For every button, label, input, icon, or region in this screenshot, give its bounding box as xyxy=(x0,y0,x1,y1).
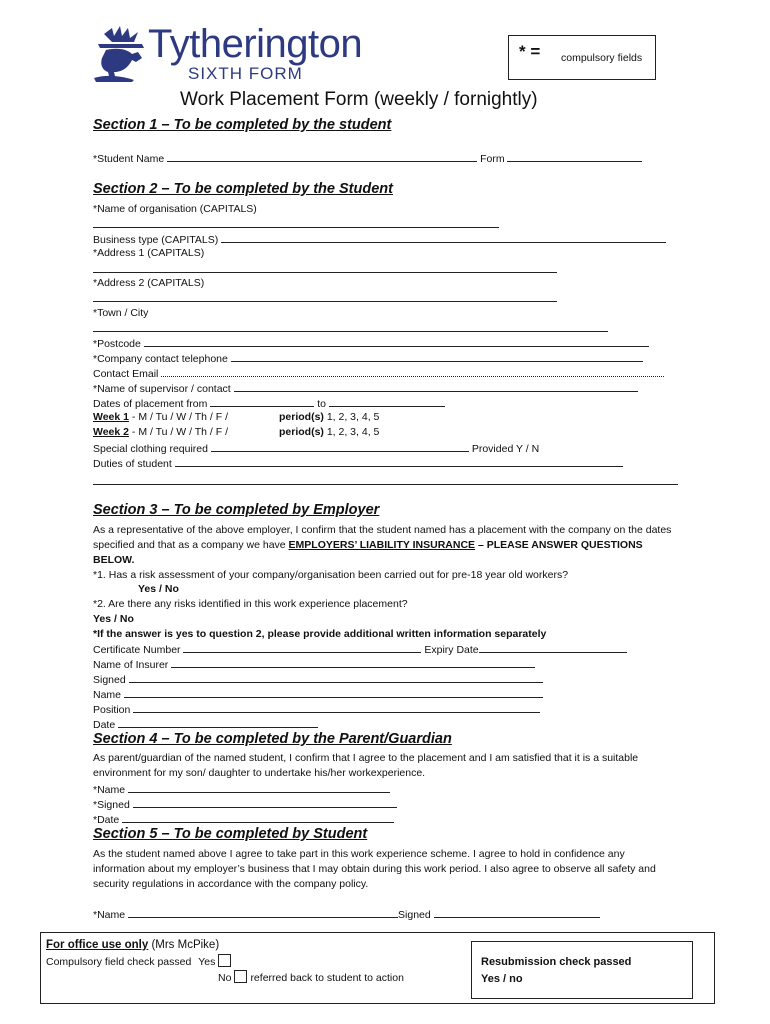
week2-periods-label: period(s) xyxy=(279,426,324,438)
employer-declaration-part1: As a representative of the above employer, I confirm that the student named has a placement with the company on the dates specified and that as a company we have xyxy=(93,524,672,551)
parent-date-label: *Date xyxy=(93,814,120,826)
week1-days[interactable]: - M / Tu / W / Th / F / xyxy=(129,411,228,423)
insurer-field[interactable] xyxy=(171,656,535,668)
check-no-label: No xyxy=(218,972,232,984)
employer-position-label: Position xyxy=(93,704,131,716)
student-signed-label: Signed xyxy=(398,909,431,921)
company-phone-label: *Company contact telephone xyxy=(93,353,228,365)
duties-label: Duties of student xyxy=(93,458,172,470)
student-name-row xyxy=(93,150,642,167)
section-4-heading: Section 4 – To be completed by the Parent/Guardian xyxy=(93,731,452,747)
dates-from-field[interactable] xyxy=(210,395,314,407)
business-type-label: Business type (CAPITALS) xyxy=(93,234,219,246)
employer-declaration-part2: – PLEASE ANSWER QUESTIONS BELOW. xyxy=(93,539,643,566)
org-name-field[interactable] xyxy=(93,217,499,228)
employer-signed-label: Signed xyxy=(93,674,126,686)
office-use-title: For office use only xyxy=(46,939,149,951)
address2-field[interactable] xyxy=(93,291,557,302)
week2-days[interactable]: - M / Tu / W / Th / F / xyxy=(129,426,228,438)
referred-back-label: referred back to student to action xyxy=(250,972,404,984)
parent-name-field[interactable] xyxy=(128,781,390,793)
section-2-heading: Section 2 – To be completed by the Student xyxy=(93,181,393,197)
resubmission-label: Resubmission check passed xyxy=(481,956,632,968)
dates-to-label: to xyxy=(317,398,326,410)
logo-subtitle: SIXTH FORM xyxy=(188,64,303,83)
school-logo xyxy=(92,24,402,86)
postcode-field[interactable] xyxy=(144,335,649,347)
student-name-field[interactable] xyxy=(167,150,477,162)
employer-liability-insurance: EMPLOYERS’ LIABILITY INSURANCE xyxy=(288,539,476,551)
employer-date-field[interactable] xyxy=(118,716,318,728)
section-1-heading: Section 1 – To be completed by the student xyxy=(93,117,392,133)
form-field[interactable] xyxy=(507,150,642,162)
company-phone-field[interactable] xyxy=(231,350,643,362)
section-3-heading: Section 3 – To be completed by Employer xyxy=(93,502,380,518)
question-2: *2. Are there any risks identified in this work experience placement? xyxy=(93,598,408,610)
compulsory-check-row xyxy=(46,954,234,970)
parent-signed-field[interactable] xyxy=(133,796,397,808)
address1-label: *Address 1 (CAPITALS) xyxy=(93,247,205,259)
duties-field[interactable] xyxy=(175,455,623,467)
compulsory-star: * = xyxy=(519,42,541,61)
student-final-name-label: *Name xyxy=(93,909,126,921)
office-use-box xyxy=(40,932,715,1004)
parent-date-field[interactable] xyxy=(122,811,394,823)
compulsory-check-label: Compulsory field check passed xyxy=(46,956,192,968)
question-1: *1. Has a risk assessment of your company/organisation been carried out for pre-18 year old workers? xyxy=(93,569,569,581)
student-final-name-field[interactable] xyxy=(128,906,398,918)
parent-signed-label: *Signed xyxy=(93,799,130,811)
dates-to-field[interactable] xyxy=(329,395,445,407)
parent-declaration: As parent/guardian of the named student, I confirm that I agree to the placement and I am satisfied that it is a suitable environment for my son/ daughter to undertake his/her workexperience. xyxy=(93,752,639,779)
address1-field[interactable] xyxy=(93,262,557,273)
special-clothing-label: Special clothing required xyxy=(93,443,208,455)
dates-from-label: Dates of placement from xyxy=(93,398,208,410)
insurer-label: Name of Insurer xyxy=(93,659,169,671)
student-declaration: As the student named above I agree to take part in this work experience scheme. I agree to hold in confidence any information about my employer’s business that I may obtain during this work period. I also agree to observe all safety and security regulations in accordance with the company policy. xyxy=(93,848,656,890)
address2-label: *Address 2 (CAPITALS) xyxy=(93,277,205,289)
employer-name-label: Name xyxy=(93,689,122,701)
form-label: Form xyxy=(480,153,505,165)
certificate-label: Certificate Number xyxy=(93,644,181,656)
week1-row xyxy=(93,410,228,425)
student-sign-row xyxy=(93,906,600,923)
week1-periods xyxy=(279,410,379,425)
check-no-checkbox[interactable] xyxy=(234,970,247,983)
parent-name-label: *Name xyxy=(93,784,126,796)
student-name-label: *Student Name xyxy=(93,153,165,165)
week1-periods-label: period(s) xyxy=(279,411,324,423)
org-name-label: *Name of organisation (CAPITALS) xyxy=(93,203,257,215)
resubmission-answer[interactable]: Yes / no xyxy=(481,973,523,985)
office-use-title-row xyxy=(46,938,219,953)
question-1-answer[interactable]: Yes / No xyxy=(138,583,179,595)
check-yes-label: Yes xyxy=(198,956,216,968)
section-5-heading: Section 5 – To be completed by Student xyxy=(93,826,368,842)
office-use-person: (Mrs McPike) xyxy=(148,939,220,951)
contact-email-field[interactable] xyxy=(161,365,664,377)
certificate-field[interactable] xyxy=(183,641,421,653)
compulsory-text: compulsory fields xyxy=(561,52,643,64)
employer-declaration xyxy=(93,523,678,568)
question-2-note: *If the answer is yes to question 2, please provide additional written information separately xyxy=(93,628,547,640)
town-field[interactable] xyxy=(93,321,608,332)
question-2-answer[interactable]: Yes / No xyxy=(93,613,134,625)
resubmission-box xyxy=(471,941,693,999)
week1-periods-values[interactable]: 1, 2, 3, 4, 5 xyxy=(323,411,380,423)
week2-periods-values[interactable]: 1, 2, 3, 4, 5 xyxy=(323,426,380,438)
check-no-row xyxy=(218,970,404,986)
week1-label: Week 1 xyxy=(93,411,129,423)
compulsory-legend-box xyxy=(508,35,656,80)
employer-position-field[interactable] xyxy=(133,701,540,713)
provided-label[interactable]: Provided Y / N xyxy=(471,443,540,455)
student-signed-field[interactable] xyxy=(434,906,600,918)
supervisor-field[interactable] xyxy=(234,380,638,392)
supervisor-label: *Name of supervisor / contact xyxy=(93,383,231,395)
check-yes-checkbox[interactable] xyxy=(218,954,231,967)
postcode-label: *Postcode xyxy=(93,338,141,350)
week2-label: Week 2 xyxy=(93,426,129,438)
week2-periods xyxy=(279,425,379,440)
town-label: *Town / City xyxy=(93,307,149,319)
expiry-field[interactable] xyxy=(479,641,627,653)
employer-date-label: Date xyxy=(93,719,116,731)
business-type-field[interactable] xyxy=(221,231,666,243)
expiry-label: Expiry Date xyxy=(424,644,479,656)
duties-row xyxy=(93,455,623,472)
logo-name: Tytherington xyxy=(148,22,363,66)
duties-field-line-2[interactable] xyxy=(93,484,678,485)
employer-name-field[interactable] xyxy=(124,686,543,698)
contact-email-label: Contact Email xyxy=(93,368,159,380)
stag-emblem-icon xyxy=(92,24,152,84)
employer-signed-field[interactable] xyxy=(129,671,543,683)
special-clothing-field[interactable] xyxy=(211,440,469,452)
week2-row xyxy=(93,425,228,440)
form-title: Work Placement Form (weekly / fornightly) xyxy=(180,89,538,110)
